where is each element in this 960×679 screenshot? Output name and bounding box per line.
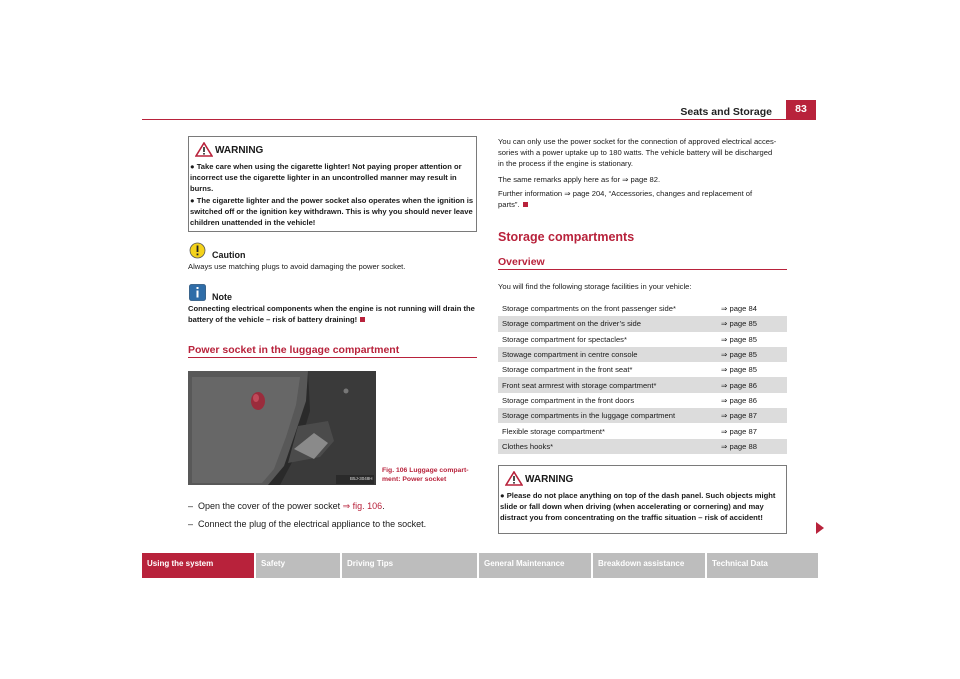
page-link[interactable]: ⇒ page 88 <box>717 439 787 454</box>
end-square-icon <box>523 202 528 207</box>
warning-title: WARNING <box>525 474 574 485</box>
warning-item: ● Take care when using the cigarette lighter! Not paying proper attention or incorrect use the cigarette lighter in an uncontrolled manner may result in burns. <box>190 162 462 193</box>
warning-box-dash-panel <box>498 465 787 534</box>
subheading-overview: Overview <box>498 256 545 268</box>
tab-general-maintenance[interactable]: General Maintenance <box>479 553 591 578</box>
warning-item: ● The cigarette lighter and the power socket also operates when the ignition is switched off or the ignition key withdrawn. This is why you should never leave children unattended in the vehicle! <box>190 196 474 227</box>
table-row: Stowage compartment in centre console ⇒ page 85 <box>498 347 787 362</box>
step-item: – Connect the plug of the electrical appliance to the socket. <box>188 519 427 529</box>
section-rule <box>188 357 477 358</box>
table-row: Storage compartments in the luggage compartment ⇒ page 87 <box>498 408 787 423</box>
tab-breakdown-assistance[interactable]: Breakdown assistance <box>593 553 705 578</box>
caution-title: Caution <box>212 250 246 260</box>
warning-triangle-icon <box>195 142 213 157</box>
page-link[interactable]: ⇒ page 84 <box>721 304 757 314</box>
step-item: – Open the cover of the power socket ⇒ fig. 106. <box>188 501 385 511</box>
bullet-icon: ● <box>190 162 197 171</box>
section-title-power-socket: Power socket in the luggage compartment <box>188 344 400 356</box>
warning-box-lighter <box>188 136 477 232</box>
running-header-title: Seats and Storage <box>680 106 772 118</box>
warning-title: WARNING <box>215 145 264 156</box>
table-row: Storage compartment in the front doors ⇒ page 86 <box>498 393 787 408</box>
tab-safety[interactable]: Safety <box>256 553 340 578</box>
subheading-rule <box>498 269 787 270</box>
overview-intro: You will find the following storage facilities in your vehicle: <box>498 282 692 291</box>
tab-using-the-system[interactable]: Using the system <box>142 553 254 578</box>
page-link[interactable]: ⇒ page 87 <box>721 426 757 436</box>
table-row: Flexible storage compartment* ⇒ page 87 <box>498 423 787 438</box>
page-link[interactable]: ⇒ page 85 <box>721 334 757 344</box>
tab-driving-tips[interactable]: Driving Tips <box>342 553 477 578</box>
figure-caption: Fig. 106 Luggage compart- ment: Power socket <box>382 467 469 483</box>
info-note-icon <box>189 284 206 301</box>
figure-code: B5J-3048H <box>350 476 373 481</box>
page-link[interactable]: ⇒ page 85 <box>721 365 757 375</box>
page-link[interactable]: ⇒ page 86 <box>717 377 787 392</box>
tab-technical-data[interactable]: Technical Data <box>707 553 818 578</box>
table-row: Storage compartment in the front seat* ⇒ page 85 <box>498 362 787 377</box>
paragraph-further-info: Further information ⇒ page 204, “Accessories, changes and replacement of parts”. <box>498 189 753 209</box>
caution-icon <box>189 242 206 259</box>
end-square-icon <box>360 317 365 322</box>
note-title: Note <box>212 292 232 302</box>
warning-item: ● Please do not place anything on top of the dash panel. Such objects might slide or fall down when driving (when accelerating or cornering) and may distract you from concentrating on the traffic situation – risk of accident! <box>500 491 776 522</box>
note-text: Connecting electrical components when the engine is not running will drain the battery of the vehicle – risk of battery draining! <box>188 304 475 324</box>
table-row: Storage compartments on the front passenger side* ⇒ page 84 <box>498 301 787 316</box>
caution-text: Always use matching plugs to avoid damaging the power socket. <box>188 262 406 271</box>
main-heading-storage: Storage compartments <box>498 230 635 244</box>
figure-link[interactable]: ⇒ fig. 106 <box>342 501 383 511</box>
page-number: 83 <box>786 100 816 119</box>
page-link[interactable]: ⇒ page 85 <box>717 347 787 362</box>
table-row: Storage compartment on the driver’s side ⇒ page 85 <box>498 316 787 331</box>
next-page-arrow-icon[interactable] <box>816 522 824 534</box>
bullet-icon: ● <box>500 491 507 500</box>
page-link[interactable]: ⇒ page 85 <box>717 316 787 331</box>
storage-overview-table <box>498 301 787 454</box>
table-row: Storage compartment for spectacles* ⇒ page 85 <box>498 332 787 347</box>
bullet-icon: ● <box>190 196 197 205</box>
figure-luggage-power-socket <box>188 371 376 485</box>
header-rule <box>142 119 816 120</box>
paragraph-same-remarks: The same remarks apply here as for ⇒ page 82. <box>498 175 661 184</box>
table-row: Front seat armrest with storage compartment* ⇒ page 86 <box>498 377 787 392</box>
paragraph-power-socket: You can only use the power socket for the connection of approved electrical acces- sories with a power uptake up to 180 watts. The vehicle battery will be discharged in the process if the engine is stationary. <box>498 137 777 168</box>
warning-triangle-icon <box>505 471 523 486</box>
table-row: Clothes hooks* ⇒ page 88 <box>498 439 787 454</box>
page-link[interactable]: ⇒ page 86 <box>721 395 757 405</box>
page-link[interactable]: ⇒ page 87 <box>717 408 787 423</box>
